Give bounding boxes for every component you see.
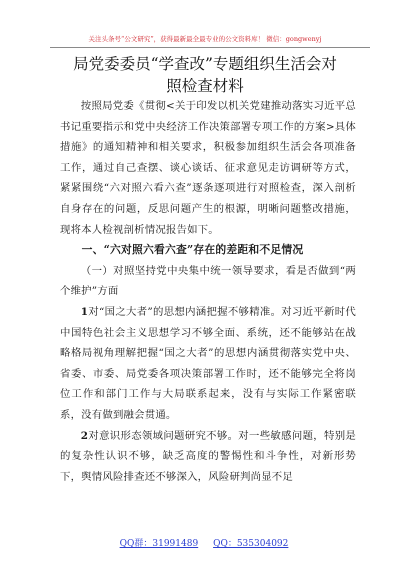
document-title [40, 53, 370, 97]
document-body [60, 96, 356, 487]
title-line-1: 局党委委员“学查改”专题组织生活会对 [73, 55, 337, 73]
item-text-2: 对意识形态领域问题研究不够。对一些敏感问题，特别是的复杂性认识不够，缺乏高度的警惕性和斗争性，对新形势下，舆情风险排查还不够深入，风险研判尚显不足 [60, 429, 356, 483]
item-paragraph-2 [60, 426, 356, 488]
item-number-1: 1 [80, 305, 89, 318]
subsection-heading-1: （一）对照坚持党中央集中统一领导要求，看是否做到“两个维护”方面 [60, 264, 356, 298]
section-heading-1: 一、“六对照六看六查”存在的差距和不足情况 [81, 243, 304, 257]
intro-paragraph: 按照局党委《贯彻<关于印发以机关党建推动落实习近平总书记重要指示和党中央经济工作决策部署专项工作的方案>具体措施》的通知精神和相关要求，积极参加组织生活会各项准备工作，通过自己查摆、谈心谈话、征求意见走访调研等方式，紧紧围绕“六对照六看六查”逐条逐项进行对照检查，深入剖析自身存在的问题，反思问题产生的根源，明晰问题整改措施，现将本人检视剖析情况报告如下。 [60, 100, 356, 236]
item-text-1: 对“国之大者”的思想内涵把握不够精准。对习近平新时代中国特色社会主义思想学习不够全面、系统，还不能够站在战略格局视角理解把握“国之大者”的思想内涵贯彻落实党中央、省委、市委、局党委各项决策部署工作时，还不能够完全将岗位工作和部门工作与大局联系起来，没有与实际工作紧密联系，没有做到融会贯通。 [60, 305, 356, 421]
header-divider [50, 47, 370, 48]
item-number-2: 2 [80, 429, 89, 442]
qq-group-link[interactable]: QQ群：31991489 [119, 539, 199, 549]
item-paragraph-1 [60, 302, 356, 426]
promo-header: 关注头条号“公文研究”，获得最新最全最专业的公文资料库！ 微信：gongwenyj [88, 35, 322, 43]
qq-contact-link[interactable]: QQ：535304092 [213, 539, 289, 549]
footer-contact [0, 536, 408, 549]
title-line-2: 照检查材料 [166, 77, 244, 95]
